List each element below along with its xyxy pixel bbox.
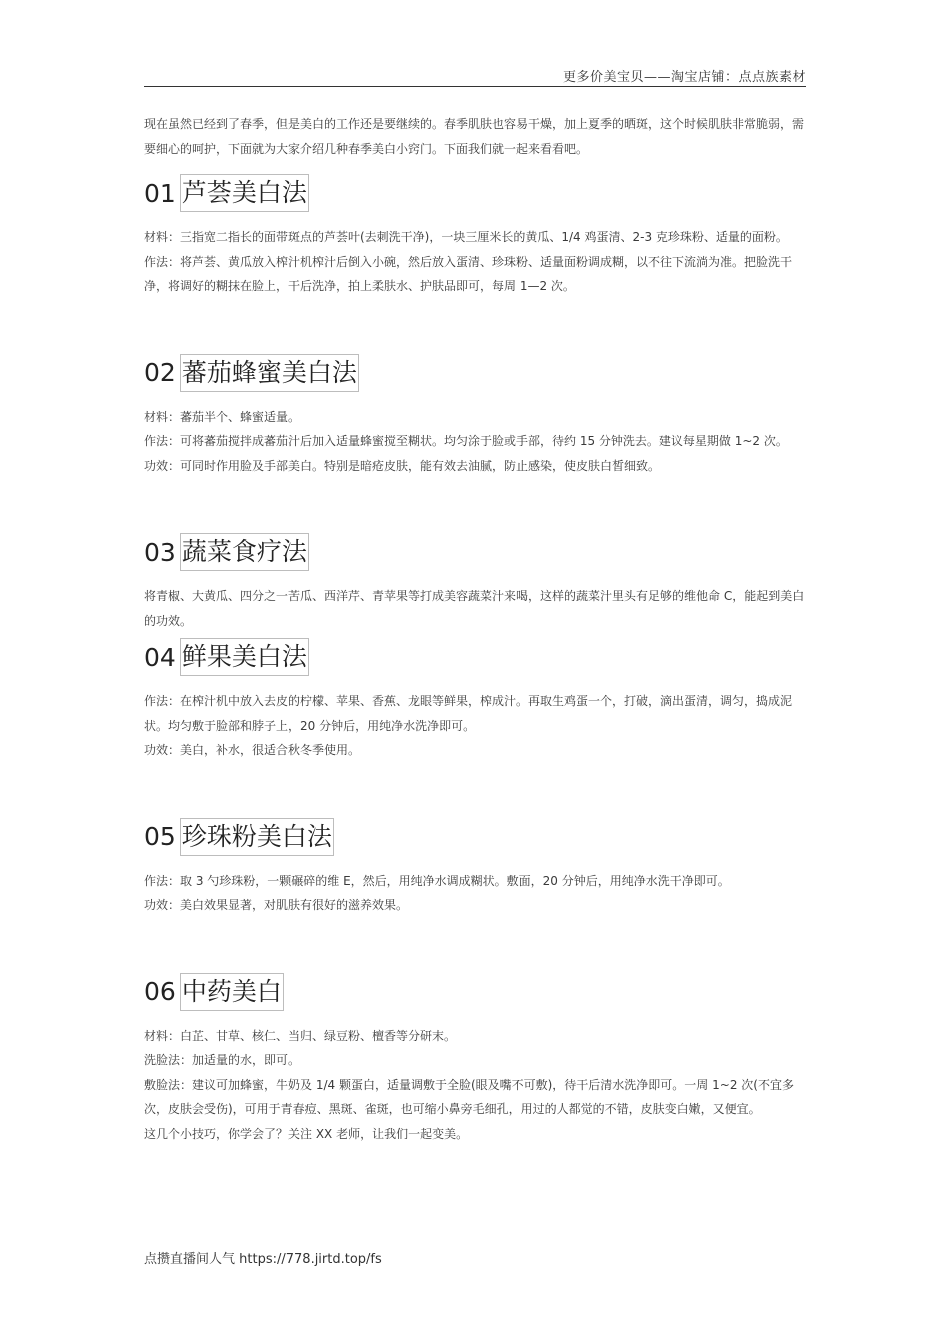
section-title	[144, 353, 808, 393]
section-line: 将青椒、大黄瓜、四分之一苦瓜、西洋芹、青苹果等打成美容蔬菜汁来喝，这样的蔬菜汁里头有足够的维他命 C，能起到美白的功效。	[144, 589, 805, 628]
section-title	[144, 532, 808, 572]
page-footer	[144, 1248, 382, 1267]
section-line: 作法：在榨汁机中放入去皮的柠檬、苹果、香蕉、龙眼等鲜果，榨成汁。再取生鸡蛋一个，打破，滴出蛋清，调匀，捣成泥状。均匀敷于脸部和脖子上，20 分钟后，用纯净水洗净即可。	[144, 694, 793, 733]
section-line: 材料：三指宽二指长的面带斑点的芦荟叶(去刺洗干净)，一块三厘米长的黄瓜、1/4 鸡蛋清、2-3 克珍珠粉、适量的面粉。	[144, 230, 788, 244]
section-title	[144, 173, 808, 213]
section-title	[144, 637, 808, 677]
section-number: 02	[144, 358, 176, 387]
section-heading: 蔬菜食疗法	[180, 533, 309, 571]
page-header	[144, 66, 806, 87]
header-shop-text: 更多价美宝贝——淘宝店铺：点点族素材	[562, 70, 806, 85]
article-body	[144, 112, 808, 1146]
section-line: 这几个小技巧，你学会了？关注 XX 老师，让我们一起变美。	[144, 1126, 469, 1141]
section-line: 洗脸法：加适量的水，即可。	[144, 1053, 301, 1067]
section-number: 06	[144, 977, 176, 1006]
footer-link[interactable]: https://778.jirtd.top/fs	[239, 1252, 382, 1267]
section-title	[144, 817, 808, 857]
footer-label: 点攒直播间人气	[144, 1252, 236, 1267]
intro-paragraph: 现在虽然已经到了春季，但是美白的工作还是要继续的。春季肌肤也容易干燥，加上夏季的晒斑，这个时候肌肤非常脆弱，需要细心的呵护，下面就为大家介绍几种春季美白小窍门。下面我们就一起来看看吧。	[144, 117, 805, 156]
section-heading: 鲜果美白法	[180, 638, 309, 676]
section-heading: 珍珠粉美白法	[180, 818, 334, 856]
section-04	[144, 637, 808, 763]
section-number: 04	[144, 642, 176, 672]
section-line: 材料：白芷、甘草、核仁、当归、绿豆粉、檀香等分研末。	[144, 1028, 457, 1043]
section-line: 敷脸法：建议可加蜂蜜，牛奶及 1/4 颗蛋白，适量调敷于全脸(眼及嘴不可敷)，待干后清水洗净即可。一周 1~2 次(不宜多次，皮肤会受伤)，可用于青春痘、黑斑、雀斑，也可缩小鼻旁毛细孔，用过的人都觉的不错，皮肤变白嫩，又便宜。	[144, 1077, 794, 1116]
section-line: 作法：可将蕃茄搅拌成蕃茄汁后加入适量蜂蜜搅至糊状。均匀涂于脸或手部，待约 15 分钟洗去。建议每星期做 1~2 次。	[144, 434, 788, 448]
section-heading: 中药美白	[180, 973, 284, 1011]
section-title	[144, 972, 808, 1012]
section-02	[144, 353, 808, 479]
section-number: 03	[144, 537, 176, 567]
section-03	[144, 532, 808, 633]
section-line: 功效：美白效果显著，对肌肤有很好的滋养效果。	[144, 898, 409, 912]
section-number: 01	[144, 178, 176, 208]
section-line: 功效：美白，补水，很适合秋冬季使用。	[144, 743, 361, 757]
section-number: 05	[144, 822, 176, 851]
section-line: 作法：取 3 勺珍珠粉，一颗碾碎的维 E，然后，用纯净水调成糊状。敷面，20 分钟后，用纯净水洗干净即可。	[144, 873, 730, 888]
section-line: 材料：蕃茄半个、蜂蜜适量。	[144, 409, 301, 424]
section-line: 作法：将芦荟、黄瓜放入榨汁机榨汁后倒入小碗，然后放入蛋清、珍珠粉、适量面粉调成糊，以不往下流淌为准。把脸洗干净，将调好的糊抹在脸上，干后洗净，拍上柔肤水、护肤品即可，每周 1—2 次。	[144, 254, 793, 293]
section-heading: 芦荟美白法	[180, 174, 309, 212]
section-01	[144, 173, 808, 299]
section-05	[144, 817, 808, 918]
section-line: 功效：可同时作用脸及手部美白。特别是暗疮皮肤，能有效去油腻，防止感染，使皮肤白皙细致。	[144, 458, 661, 473]
section-heading: 蕃茄蜂蜜美白法	[180, 354, 359, 392]
section-06	[144, 972, 808, 1147]
